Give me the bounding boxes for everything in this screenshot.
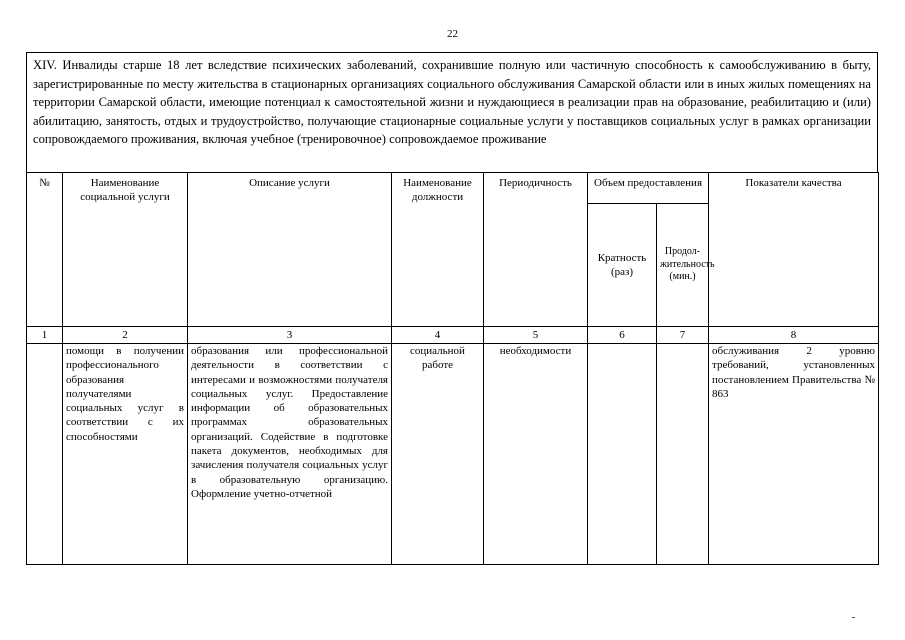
row-multiplicity xyxy=(588,344,657,565)
column-number: 3 xyxy=(188,327,392,344)
row-duration xyxy=(657,344,709,565)
services-table xyxy=(26,172,879,565)
column-number: 4 xyxy=(392,327,484,344)
row-no xyxy=(27,344,63,565)
header-volume: Объем предоставления xyxy=(588,173,709,204)
column-number: 5 xyxy=(484,327,588,344)
header-row xyxy=(27,173,879,204)
header-description: Описание услуги xyxy=(188,173,392,327)
header-duration: Продол-жительность (мин.) xyxy=(657,204,709,327)
column-number: 1 xyxy=(27,327,63,344)
row-quality: обслуживания 2 уровню требований, установленных постановлением Правительства № 863 xyxy=(709,344,879,565)
column-number-row xyxy=(27,327,879,344)
header-multiplicity: Кратность (раз) xyxy=(588,204,657,327)
row-position: социальной работе xyxy=(392,344,484,565)
header-quality: Показатели качества xyxy=(709,173,879,327)
header-position: Наименование должности xyxy=(392,173,484,327)
row-description: образования или профессиональной деятельности в соответствии с интересами и возможностями получателя социальных услуг. Предоставление информации об образовательных программах образовательных организаций. Содействие в подготовке пакета документов, необходимых для зачисления получателя социальных услуг в образовательную организацию. Оформление учетно-отчетной xyxy=(188,344,392,565)
header-no: № xyxy=(27,173,63,327)
header-periodicity: Периодичность xyxy=(484,173,588,327)
table-row xyxy=(27,344,879,565)
header-service-name: Наименование социальной услуги xyxy=(63,173,188,327)
scan-mark xyxy=(852,617,855,618)
column-number: 8 xyxy=(709,327,879,344)
row-service-name: помощи в получении профессионального образования получателями социальных услуг в соответствии с их способностями xyxy=(63,344,188,565)
column-number: 7 xyxy=(657,327,709,344)
column-number: 6 xyxy=(588,327,657,344)
row-periodicity: необходимости xyxy=(484,344,588,565)
section-heading: XIV. Инвалиды старше 18 лет вследствие психических заболеваний, сохранившие полную или частичную способность к самообслуживанию в быту, зарегистрированные по месту жительства в стационарных организациях социального обслуживания Самарской области или в иных жилых помещениях на территории Самарской области, имеющие потенциал к самостоятельной жизни и нуждающиеся в реализации прав на образование, реабилитацию и (или) абилитацию, занятость, отдых и трудоустройство, получающие стационарные социальные услуги у поставщиков социальных услуг в рамках организации сопровождаемого проживания, включая учебное (тренировочное) сопровождаемое проживание xyxy=(33,58,871,146)
section-heading-box xyxy=(26,52,878,173)
column-number: 2 xyxy=(63,327,188,344)
page-number: 22 xyxy=(447,28,458,40)
